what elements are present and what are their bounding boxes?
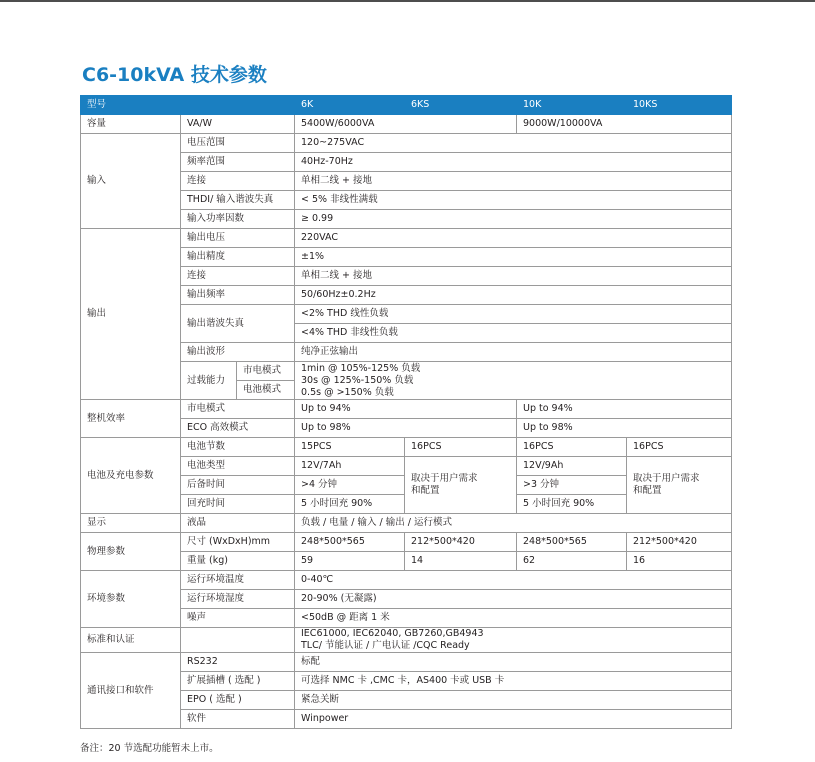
param-value: 0-40℃ — [295, 571, 732, 590]
table-row — [81, 134, 732, 153]
value-6ks: 16PCS — [405, 438, 517, 457]
param-value: 标配 — [295, 653, 732, 672]
table-row — [81, 533, 732, 552]
param-value: 纯净正弦输出 — [295, 343, 732, 362]
param-label-empty — [181, 628, 295, 653]
ks-note-6ks — [405, 457, 517, 514]
value-6ks: 14 — [405, 552, 517, 571]
group-efficiency: 整机效率 — [81, 400, 181, 438]
ks-note-line-2: 和配置 — [633, 485, 662, 496]
param-value: 负载 / 电量 / 输入 / 输出 / 运行模式 — [295, 514, 732, 533]
group-battery: 电池及充电参数 — [81, 438, 181, 514]
ks-note-line-1: 取决于用户需求 — [633, 473, 700, 484]
group-input: 输入 — [81, 134, 181, 229]
param-value: 120~275VAC — [295, 134, 732, 153]
param-value: ≥ 0.99 — [295, 210, 732, 229]
value-6k: 12V/7Ah — [295, 457, 405, 476]
group-display: 显示 — [81, 514, 181, 533]
overload-mode-battery: 电池模式 — [237, 381, 295, 400]
value-10k: 5 小时回充 90% — [517, 495, 627, 514]
group-environment: 环境参数 — [81, 571, 181, 628]
param-value: ±1% — [295, 248, 732, 267]
header-model-6ks: 6KS — [405, 96, 517, 115]
param-label: 输出谐波失真 — [181, 305, 295, 343]
overload-line-3: 0.5s @ >150% 负载 — [301, 386, 394, 398]
ks-note-line-1: 取决于用户需求 — [411, 473, 478, 484]
header-row — [81, 96, 732, 115]
param-label: 液晶 — [181, 514, 295, 533]
footnote: 备注：20 节选配功能暂未上市。 — [80, 743, 219, 754]
page-title: C6-10kVA 技术参数 — [82, 64, 267, 86]
header-model-10ks: 10KS — [627, 96, 732, 115]
param-value: <50dB @ 距离 1 米 — [295, 609, 732, 628]
table-row — [81, 653, 732, 672]
param-label: 运行环境湿度 — [181, 590, 295, 609]
group-physical: 物理参数 — [81, 533, 181, 571]
value-10k: 12V/9Ah — [517, 457, 627, 476]
value-10ks: 16PCS — [627, 438, 732, 457]
value-6k: 15PCS — [295, 438, 405, 457]
param-value: 40Hz-70Hz — [295, 153, 732, 172]
param-value: <2% THD 线性负载 — [295, 305, 732, 324]
param-value: 50/60Hz±0.2Hz — [295, 286, 732, 305]
header-model-6k: 6K — [295, 96, 405, 115]
param-label: 频率范围 — [181, 153, 295, 172]
group-comms: 通讯接口和软件 — [81, 653, 181, 729]
param-label: EPO ( 选配 ) — [181, 691, 295, 710]
param-label: 电池节数 — [181, 438, 295, 457]
table-row — [81, 400, 732, 419]
param-label: 电压范围 — [181, 134, 295, 153]
standards-value — [295, 628, 732, 653]
param-value: 单相二线 + 接地 — [295, 267, 732, 286]
overload-value — [295, 362, 732, 400]
top-rule — [0, 0, 815, 2]
value-10k: 16PCS — [517, 438, 627, 457]
value-10k: Up to 94% — [517, 400, 732, 419]
param-label: 回充时间 — [181, 495, 295, 514]
param-value: <4% THD 非线性负载 — [295, 324, 732, 343]
standards-line-2: TLC/ 节能认证 / 广电认证 /CQC Ready — [301, 640, 470, 651]
param-label: 输入功率因数 — [181, 210, 295, 229]
param-label: 尺寸 (WxDxH)mm — [181, 533, 295, 552]
param-label: THDI/ 输入谐波失真 — [181, 191, 295, 210]
table-row — [81, 628, 732, 653]
param-label: 运行环境温度 — [181, 571, 295, 590]
ks-note-line-2: 和配置 — [411, 485, 440, 496]
header-label: 型号 — [81, 96, 295, 115]
param-label: 输出精度 — [181, 248, 295, 267]
param-value: Winpower — [295, 710, 732, 729]
param-label: 输出波形 — [181, 343, 295, 362]
param-label: 重量 (kg) — [181, 552, 295, 571]
capacity-param: VA/W — [181, 115, 295, 134]
table-row — [81, 229, 732, 248]
param-label: 后备时间 — [181, 476, 295, 495]
param-value: 单相二线 + 接地 — [295, 172, 732, 191]
param-value: 可选择 NMC 卡 ,CMC 卡，AS400 卡或 USB 卡 — [295, 672, 732, 691]
value-6k: >4 分钟 — [295, 476, 405, 495]
param-label: 噪声 — [181, 609, 295, 628]
param-label: 输出频率 — [181, 286, 295, 305]
spec-table — [80, 95, 732, 729]
param-label: 市电模式 — [181, 400, 295, 419]
param-label: 输出电压 — [181, 229, 295, 248]
value-10k: 248*500*565 — [517, 533, 627, 552]
value-10ks: 16 — [627, 552, 732, 571]
param-label: 过载能力 — [181, 362, 237, 400]
capacity-row — [81, 115, 732, 134]
param-label: ECO 高效模式 — [181, 419, 295, 438]
overload-line-1: 1min @ 105%-125% 负载 — [301, 362, 421, 374]
header-model-10k: 10K — [517, 96, 627, 115]
standards-line-1: IEC61000, IEC62040, GB7260,GB4943 — [301, 628, 484, 639]
param-label: 电池类型 — [181, 457, 295, 476]
param-label: RS232 — [181, 653, 295, 672]
overload-line-2: 30s @ 125%-150% 负载 — [301, 374, 414, 386]
param-label: 软件 — [181, 710, 295, 729]
value-10ks: 212*500*420 — [627, 533, 732, 552]
param-value: 20-90% (无凝露) — [295, 590, 732, 609]
value-6k: 59 — [295, 552, 405, 571]
overload-mode-utility: 市电模式 — [237, 362, 295, 381]
param-value: 紧急关断 — [295, 691, 732, 710]
value-10k: 62 — [517, 552, 627, 571]
param-label: 扩展插槽 ( 选配 ) — [181, 672, 295, 691]
value-10k: >3 分钟 — [517, 476, 627, 495]
capacity-10k: 9000W/10000VA — [517, 115, 732, 134]
capacity-6k: 5400W/6000VA — [295, 115, 517, 134]
value-6k: Up to 94% — [295, 400, 517, 419]
value-6ks: 212*500*420 — [405, 533, 517, 552]
table-row — [81, 514, 732, 533]
group-capacity: 容量 — [81, 115, 181, 134]
table-row — [81, 571, 732, 590]
param-value: < 5% 非线性满载 — [295, 191, 732, 210]
param-label: 连接 — [181, 267, 295, 286]
value-6k: 248*500*565 — [295, 533, 405, 552]
param-value: 220VAC — [295, 229, 732, 248]
value-6k: Up to 98% — [295, 419, 517, 438]
param-label: 连接 — [181, 172, 295, 191]
value-10k: Up to 98% — [517, 419, 732, 438]
table-row — [81, 438, 732, 457]
ks-note-10ks — [627, 457, 732, 514]
group-standards: 标准和认证 — [81, 628, 181, 653]
group-output: 输出 — [81, 229, 181, 400]
value-6k: 5 小时回充 90% — [295, 495, 405, 514]
